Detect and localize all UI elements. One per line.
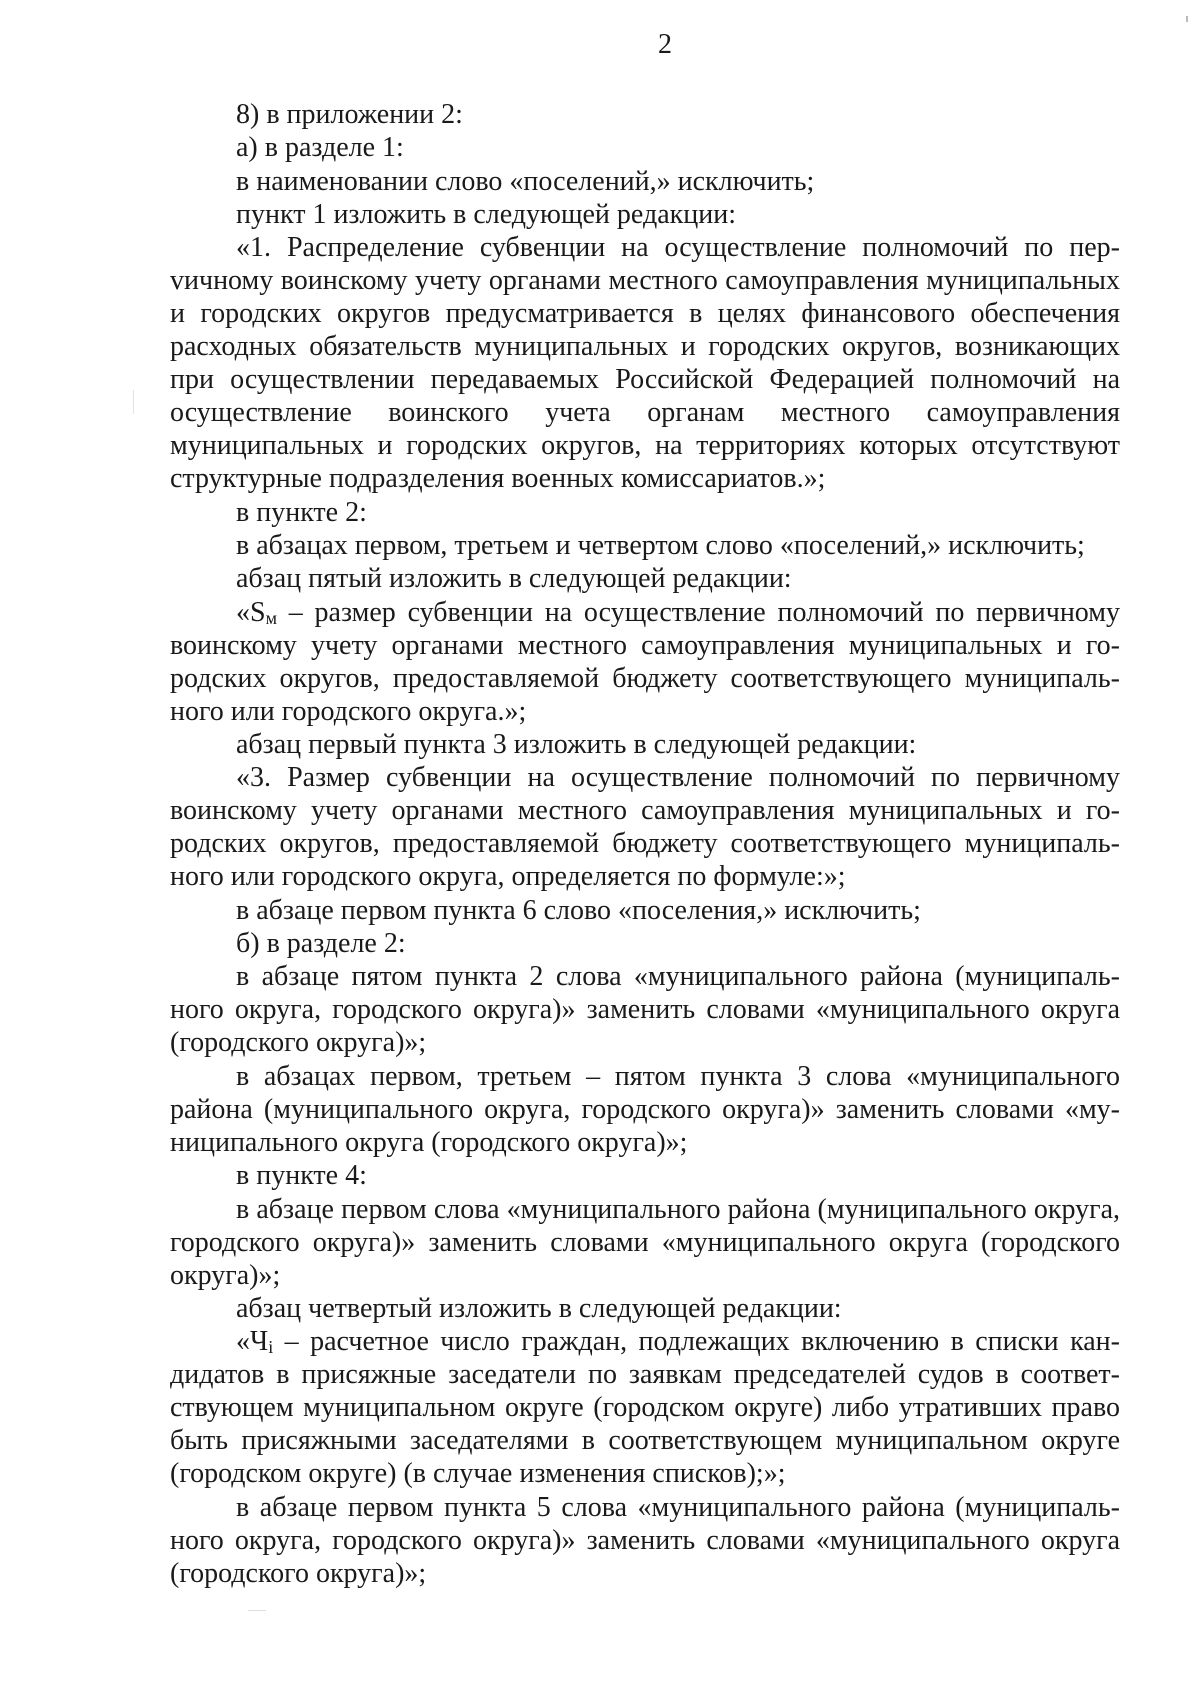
paragraph: абзац первый пункта 3 изложить в следующей редакции: (236, 729, 917, 761)
paragraph: в абзаце первом пункта 5 слова «муниципального района (муниципального округа, городского округа)» заменить словами «муниципального округа (городского округа)»; (170, 1491, 1120, 1589)
paragraph: в абзаце пятом пункта 2 слова «муниципального района (муниципального округа, городского округа)» заменить словами «муниципального округа (городского округа)»; (170, 961, 1120, 1059)
paragraph: 8) в приложении 2: (236, 99, 463, 130)
scan-artifact (133, 390, 134, 414)
formula-subscript: м (265, 607, 277, 628)
paragraph-text: – расчетное число граждан, подлежащих включению в списки кандидатов в присяжные заседатели по заявкам председателей судов в соответствующем муниципальном округе (городском округе) либо утративших право быть присяжными заседателями в соответствующем муниципальном округе (городском округе) (в случае изменения списков);»; (170, 1326, 1120, 1490)
paragraph: в абзаце первом слова «муниципального района (муниципального округа, городского округа)» заменить словами «муниципального округа (городского округа)»; (170, 1193, 1120, 1291)
paragraph (170, 1325, 1120, 1490)
paragraph: абзац четвертый изложить в следующей редакции: (236, 1292, 842, 1324)
paragraph: в абзацах первом, третьем и четвертом слово «поселений,» исключить; (236, 530, 1085, 562)
paragraph: в абзаце первом пункта 6 слово «поселения,» исключить; (236, 894, 921, 926)
page-number: 2 (658, 29, 672, 60)
paragraph: б) в разделе 2: (236, 928, 406, 960)
scan-artifact (1186, 16, 1188, 22)
paragraph: абзац пятый изложить в следующей редакции: (236, 563, 792, 595)
scan-artifact (248, 1610, 266, 1611)
paragraph: в пункте 2: (236, 496, 367, 528)
formula-symbol: «Ч (236, 1326, 269, 1358)
paragraph: в абзацах первом, третьем – пятом пункта 3 слова «муниципального района (муниципального округа, городского округа)» заменить словами «муниципального округа (городского округа)»; (170, 1060, 1120, 1158)
paragraph: в наименовании слово «поселений,» исключить; (236, 165, 815, 197)
paragraph: «3. Размер субвенции на осуществление полномочий по первичному воинскому учету органами местного самоуправления муниципальных и городских округов, предоставляемой бюджету соответствующего муниципального или городского округа, определяется по формуле:»; (170, 762, 1120, 893)
paragraph: в пункте 4: (236, 1160, 367, 1192)
formula-symbol: «S (236, 596, 266, 628)
paragraph (170, 596, 1120, 728)
paragraph: а) в разделе 1: (236, 132, 404, 164)
formula-subscript: i (268, 1337, 274, 1358)
paragraph: пункт 1 изложить в следующей редакции: (236, 199, 736, 231)
paragraph: «1. Распределение субвенции на осуществление полномочий по перvичному воинскому учету органами местного самоуправления муниципальных и городских округов предусматривается в целях финансового обеспечения расходных обязательств муниципальных и городских округов, возникающих при осуществлении передаваемых Российской Федерацией полномочий на осуществление воинского учета органам местного самоуправления муниципальных и городских округов, на территориях которых отсутствуют структурные подразделения военных комиссариатов.»; (170, 232, 1120, 495)
paragraph-text: – размер субвенции на осуществление полномочий по первичному воинскому учету органами местного самоуправления муниципальных и городских округов, предоставляемой бюджету соответствующего муниципального или городского округа.»; (170, 596, 1120, 727)
document-body (170, 98, 1120, 1590)
